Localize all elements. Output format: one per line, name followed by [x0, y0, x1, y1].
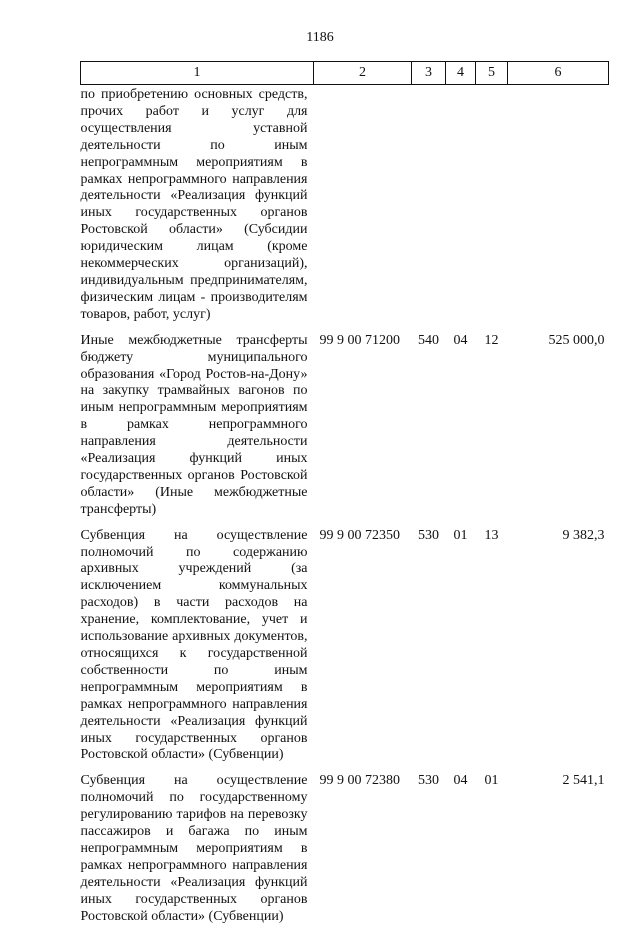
row-col-4: [446, 85, 476, 333]
table-row: [81, 528, 609, 774]
row-col-5: [476, 85, 508, 333]
header-col-5: 5: [476, 62, 508, 85]
table-row: [81, 773, 609, 934]
row-col-3: [412, 85, 446, 333]
row-col-4: 04: [453, 332, 468, 348]
row-code: 99 9 00 72380: [319, 773, 400, 789]
table-header-row: [81, 62, 609, 85]
row-col-5: 01: [484, 773, 499, 789]
header-col-1: 1: [81, 62, 314, 85]
row-amount: 525 000,0: [548, 332, 605, 348]
header-col-2: 2: [314, 62, 412, 85]
row-amount: [508, 85, 609, 333]
row-amount: 9 382,3: [562, 527, 605, 543]
row-description: Иные межбюджетные трансферты бюджету муниципального образования «Город Ростов-на-Дону» на закупку трамвайных вагонов по иным непрограммным мероприятиям в рамках непрограммного направления деятельности «Реализация функций иных государственных органов Ростовской области» (Иные межбюджетные трансферты): [80, 332, 308, 517]
row-amount: 2 541,1: [562, 773, 605, 789]
row-description: Субвенция на осуществление полномочий по государственному регулированию тарифов на перевозку пассажиров и багажа по иным непрограммным мероприятиям в рамках непрограммного направления деятельности «Реализация функций иных государственных органов Ростовской области» (Субвенции): [80, 773, 308, 924]
header-col-6: 6: [508, 62, 609, 85]
row-col-5: 13: [484, 527, 499, 543]
row-description: по приобретению основных средств, прочих работ и услуг для осуществления уставной деятельности по иным непрограммным мероприятиям в рамках непрограммного направления деятельности «Реализация функций иных государственных органов Ростовской области» (Субсидии юридическим лицам (кроме некоммерческих организаций), индивидуальным предпринимателям, физическим лицам - производителям товаров, работ, услуг): [80, 87, 308, 322]
row-code: [314, 85, 412, 333]
table-row: [81, 85, 609, 333]
row-code: 99 9 00 72350: [319, 527, 400, 543]
page-number: 1186: [306, 30, 334, 45]
table-row: [81, 333, 609, 528]
header-col-3: 3: [412, 62, 446, 85]
budget-table: [80, 61, 609, 935]
header-col-4: 4: [446, 62, 476, 85]
row-description: Субвенция на осуществление полномочий по содержанию архивных учреждений (за исключением коммунальных расходов) в части расходов на хранение, комплектование, учет и использование архивных документов, относящихся к государственной собственности по иным непрограммным мероприятиям в рамках непрограммного направления деятельности «Реализация функций иных государственных органов Ростовской области» (Субвенции): [80, 527, 308, 763]
row-code: 99 9 00 71200: [319, 332, 400, 348]
row-col-5: 12: [484, 332, 499, 348]
row-col-3: 540: [418, 332, 439, 348]
row-col-4: 04: [453, 773, 468, 789]
row-col-4: 01: [453, 527, 468, 543]
row-col-3: 530: [418, 527, 439, 543]
row-col-3: 530: [418, 773, 439, 789]
